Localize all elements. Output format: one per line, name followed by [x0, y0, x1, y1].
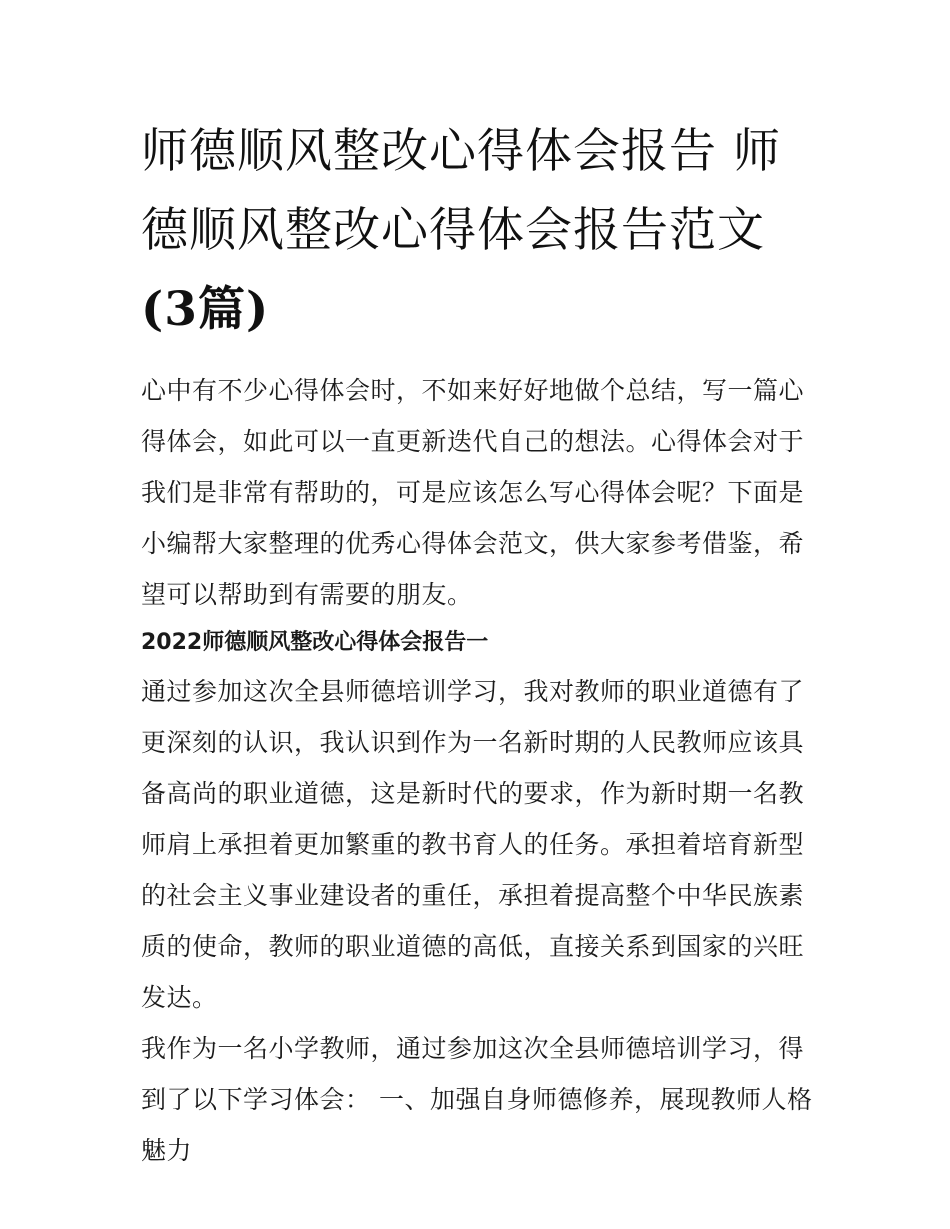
document-title [141, 112, 813, 349]
document-title-main: 师德顺风整改心得体会报告 师德顺风整改心得体会报告范文 [141, 124, 781, 258]
body-paragraph-2: 我作为一名小学教师，通过参加这次全县师德培训学习，得到了以下学习体会： 一、加强自身师德修养，展现教师人格魅力 [141, 1034, 813, 1165]
intro-paragraph: 心中有不少心得体会时，不如来好好地做个总结，写一篇心得体会，如此可以一直更新迭代自己的想法。心得体会对于我们是非常有帮助的，可是应该怎么写心得体会呢？下面是小编帮大家整理的优秀心得体会范文，供大家参考借鉴，希望可以帮助到有需要的朋友。 [141, 376, 805, 609]
document-page [141, 112, 813, 1176]
body-paragraph-1: 通过参加这次全县师德培训学习，我对教师的职业道德有了更深刻的认识，我认识到作为一名新时期的人民教师应该具备高尚的职业道德，这是新时代的要求，作为新时期一名教师肩上承担着更加繁重的教书育人的任务。承担着培育新型的社会主义事业建设者的重任，承担着提高整个中华民族素质的使命，教师的职业道德的高低，直接关系到国家的兴旺发达。 [141, 677, 805, 1012]
document-title-count: (3篇) [141, 282, 270, 337]
section-heading: 2022师德顺风整改心得体会报告一 [141, 630, 489, 655]
